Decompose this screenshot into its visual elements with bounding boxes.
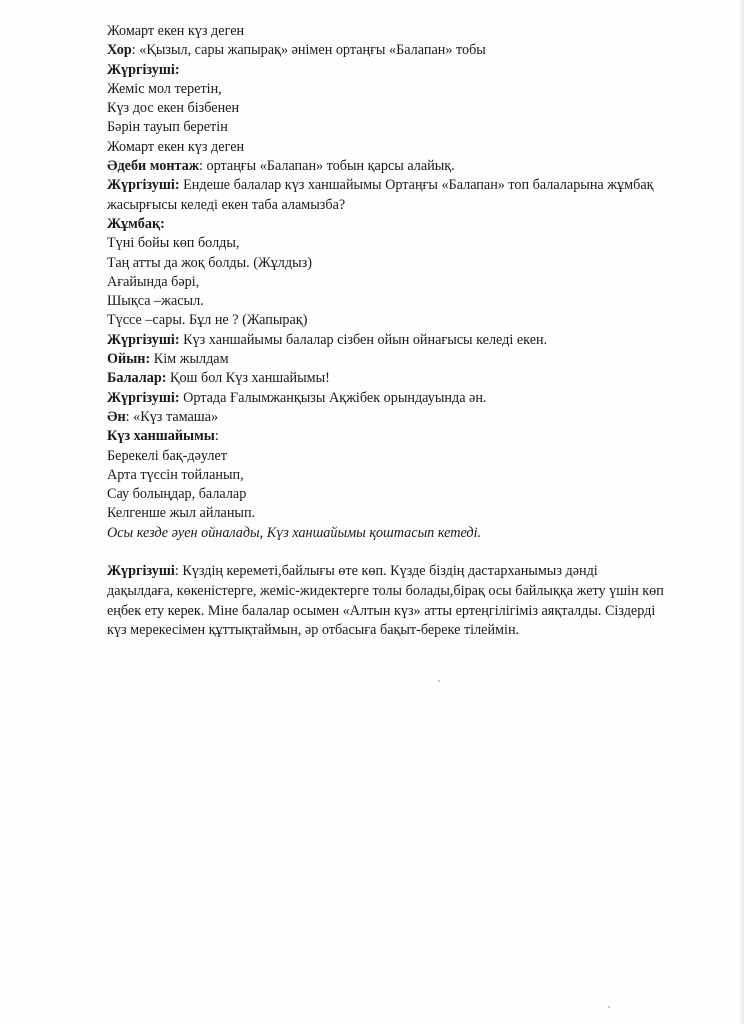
- text-line: Шықса –жасыл.: [107, 293, 204, 310]
- text-line: Ойын: Кім жылдам: [107, 351, 229, 368]
- text-line: Жұмбақ:: [107, 215, 165, 232]
- script-text-block: [107, 22, 667, 543]
- text-line: Жүргізуші:: [107, 61, 180, 78]
- text-line: Балалар: Қош бол Күз ханшайымы!: [107, 370, 330, 387]
- text-line: Түссе –сары. Бұл не ? (Жапырақ): [107, 312, 308, 329]
- scan-speck: [438, 680, 440, 682]
- scan-speck: [608, 1006, 610, 1008]
- text-line: Күз ханшайымы:: [107, 428, 219, 445]
- text-line: Жүргізуші: Ортада Ғалымжанқызы Ақжібек орындауында ән.: [107, 389, 487, 406]
- text-line: Жомарт екен күз деген: [107, 138, 245, 155]
- text-line: Арта түссін тойланып,: [107, 466, 244, 483]
- page-edge-shadow: [738, 0, 744, 1024]
- text-line: Таң атты да жоқ болды. (Жұлдыз): [107, 254, 312, 271]
- text-line: Ағайында бәрі,: [107, 273, 200, 290]
- text-line: Келгенше жыл айланып.: [107, 505, 256, 522]
- text-line: Түні бойы көп болды,: [107, 235, 240, 252]
- text-line: Сау болыңдар, балалар: [107, 486, 247, 503]
- text-line: Жүргізуші: Ендеше балалар күз ханшайымы Ортаңғы «Балапан» топ балаларына жұмбақ жасырғысы келеді екен таба аламызба?: [107, 177, 654, 213]
- text-line: Берекелі бақ-дәулет: [107, 447, 227, 464]
- text-line: Жомарт екен күз деген: [107, 23, 245, 39]
- text-line: Хор: «Қызыл, сары жапырақ» әнімен ортаңғы «Балапан» тобы: [107, 42, 486, 59]
- text-line: Күз дос екен бізбенен: [107, 100, 240, 117]
- closing-text: Жүргізуші: Күздің кереметі,байлығы өте көп. Күзде біздің дастарханымыз дәнді дақылдаға, көкеністерге, жеміс-жидектерге толы болады,бірақ осы байлыққа жету үшін көп еңбек ету керек. Міне балалар осымен «Алтын күз» атты ертеңгілігіміз аяқталды. Сіздерді күз мерекесімен құттықтаймын, әр отбасыға бақыт-береке тілеймін.: [107, 563, 664, 639]
- closing-paragraph: [107, 562, 667, 641]
- text-line: Ән: «Күз тамаша»: [107, 408, 219, 425]
- text-line: Жүргізуші: Күз ханшайымы балалар сізбен ойын ойнағысы келеді екен.: [107, 331, 548, 348]
- stage-direction: Осы кезде әуен ойналады, Күз ханшайымы қоштасып кетеді.: [107, 524, 482, 541]
- text-line: Жеміс мол теретін,: [107, 80, 222, 97]
- text-line: Бәрін тауып беретін: [107, 119, 228, 136]
- text-line: Әдеби монтаж: ортаңғы «Балапан» тобын қарсы алайық.: [107, 158, 455, 175]
